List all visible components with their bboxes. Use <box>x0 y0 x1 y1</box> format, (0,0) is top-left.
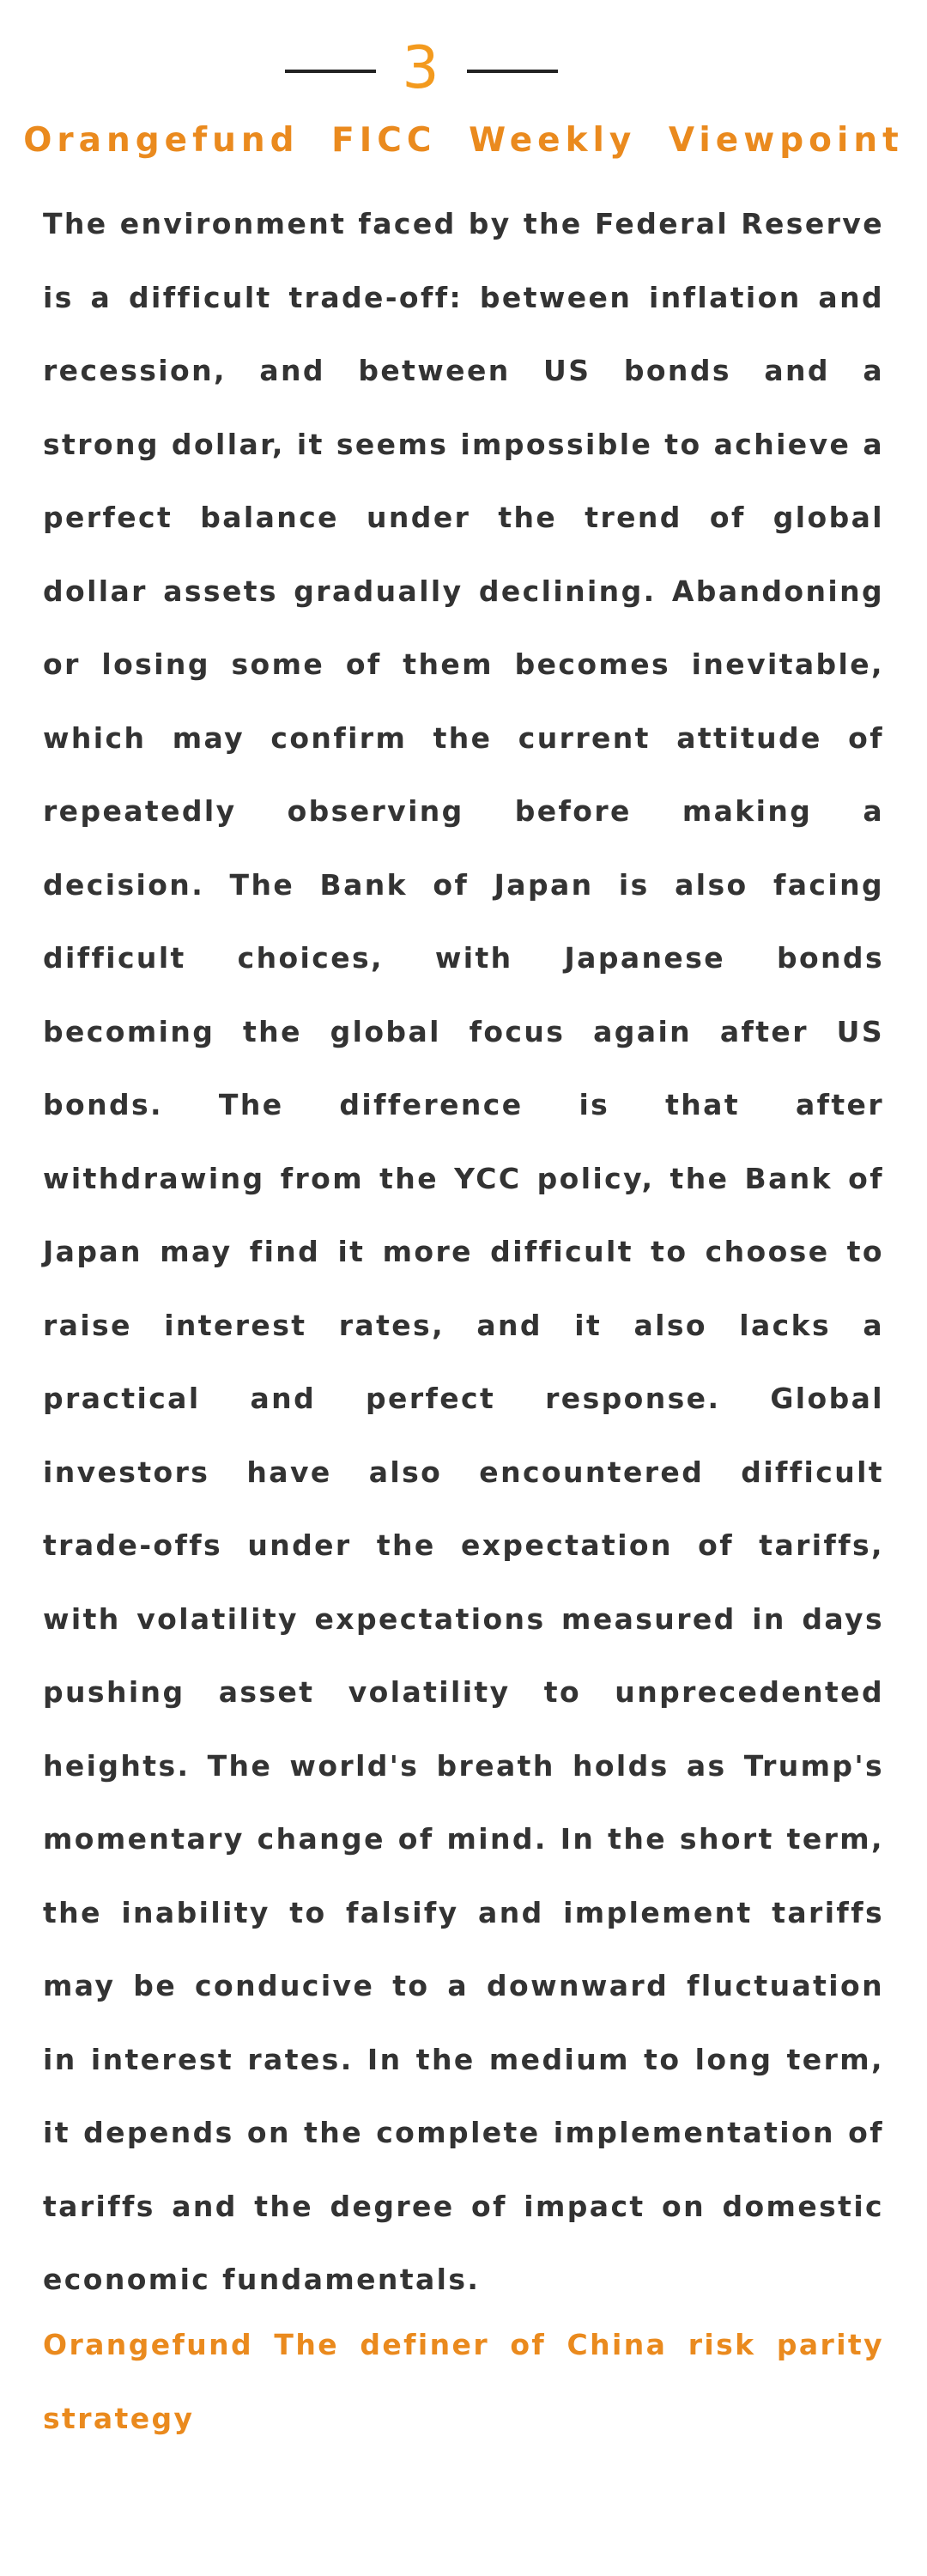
section-header <box>0 34 927 103</box>
left-divider-line <box>285 70 376 73</box>
right-divider-line <box>467 70 558 73</box>
page-title: Orangefund FICC Weekly Viewpoint <box>23 121 904 160</box>
article-body: The environment faced by the Federal Reserve is a difficult trade-off: between inflation and recession, and between US bonds and a strong dollar, it seems impossible to achieve a perfect balance under the trend of global dollar assets gradually declining. Abandoning or losing some of them becomes inevitable, which may confirm the current attitude of repeatedly observing before making a decision. The Bank of Japan is also facing difficult choices, with Japanese bonds becoming the global focus again after US bonds. The difference is that after withdrawing from the YCC policy, the Bank of Japan may find it more difficult to choose to raise interest rates, and it also lacks a practical and perfect response. Global investors have also encountered difficult trade-offs under the expectation of tariffs, with volatility expectations measured in days pushing asset volatility to unprecedented heights. The world's breath holds as Trump's momentary change of mind. In the short term, the inability to falsify and implement tariffs may be conducive to a downward fluctuation in interest rates. In the medium to long term, it depends on the complete implementation of tariffs and the degree of impact on domestic economic fundamentals. <box>43 207 884 2296</box>
footer-slogan: Orangefund The definer of China risk parity strategy <box>43 2328 884 2435</box>
section-number: 3 <box>402 34 439 102</box>
